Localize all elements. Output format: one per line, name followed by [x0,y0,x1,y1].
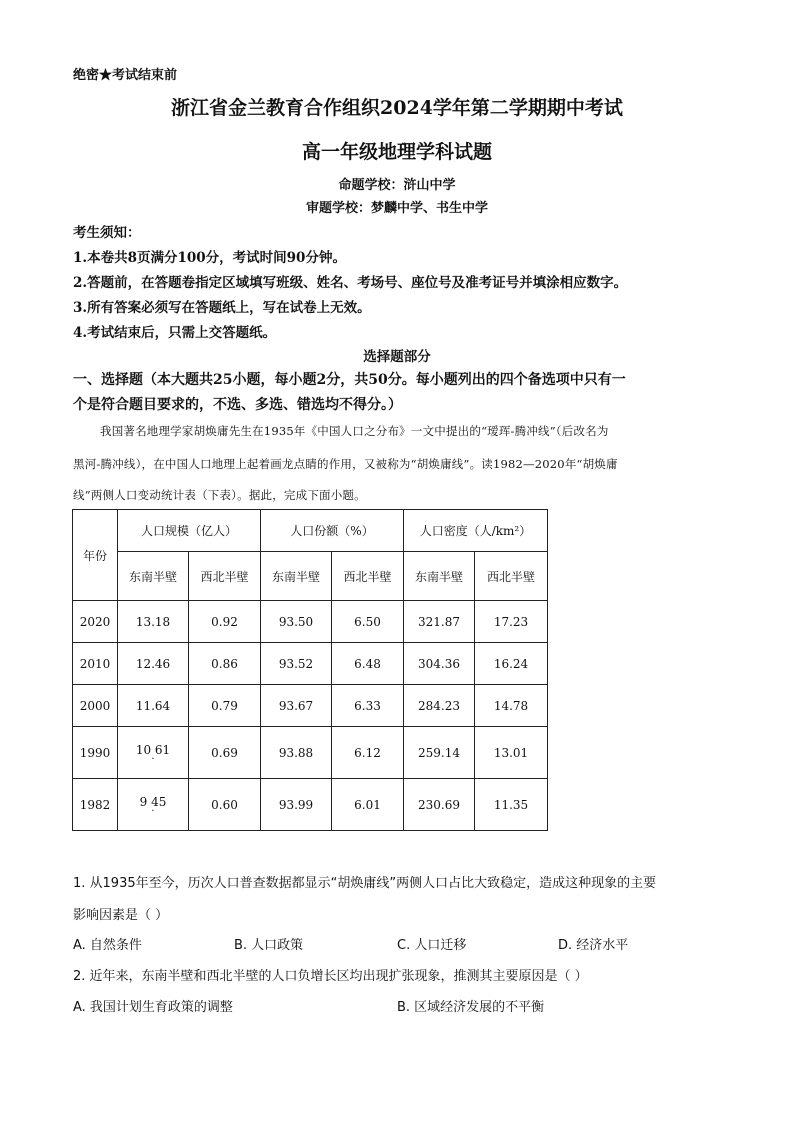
table-cell: 12.46 [118,643,189,685]
table-cell: 9 45 [139,794,167,809]
question-1-option-d[interactable]: D. 经济水平 [558,938,629,953]
table-cell: 2020 [73,601,118,643]
table-cell: 2010 [73,643,118,685]
group-header-density: 人口密度（人/km²） [404,510,548,552]
table-cell: 93.88 [261,727,332,779]
table-cell: 93.99 [261,779,332,831]
group-header-share: 人口份额（%） [261,510,404,552]
table-cell: 284.23 [404,685,475,727]
question-1-stem-line2: 影响因素是（ ） [73,908,169,923]
table-cell: 13.18 [118,601,189,643]
table-cell: 6.48 [332,643,404,685]
question-1-option-b[interactable]: B. 人口政策 [234,938,304,953]
table-cell: 11.64 [118,685,189,727]
table-cell: 6.12 [332,727,404,779]
table-cell: 6.01 [332,779,404,831]
sub-header: 西北半壁 [332,552,404,601]
note-item-4: 4.考试结束后，只需上交答题纸。 [73,325,277,341]
note-item-2: 2.答题前，在答题卷指定区域填写班级、姓名、考场号、座位号及准考证号并填涂相应数字。 [73,275,628,291]
sub-header: 西北半壁 [475,552,548,601]
table-cell: 16.24 [475,643,548,685]
sub-header: 东南半壁 [261,552,332,601]
question-2-option-a[interactable]: A. 我国计划生育政策的调整 [73,1000,233,1015]
table-cell: 93.52 [261,643,332,685]
group-header-scale: 人口规模（亿人） [118,510,261,552]
setter-school: 命题学校：浒山中学 [338,178,456,193]
confidential-mark: 绝密★考试结束前 [73,68,178,83]
decimal-dot: · [151,805,155,817]
table-cell: 6.33 [332,685,404,727]
table-cell: 1982 [73,779,118,831]
decimal-dot: · [151,753,155,765]
passage-line3: 线”两侧人口变动统计表（下表）。据此，完成下面小题。 [73,488,366,502]
table-row [73,779,548,831]
table-cell: 1990 [73,727,118,779]
table-cell: 14.78 [475,685,548,727]
reviewer-school: 审题学校：梦麟中学、书生中学 [305,201,488,216]
section-instruction-line1: 一、选择题（本大题共25小题，每小题2分，共50分。每小题列出的四个备选项中只有一 [73,372,626,388]
exam-title: 浙江省金兰教育合作组织2024学年第二学期期中考试 [171,97,623,119]
passage-line1: 我国著名地理学家胡焕庸先生在1935年《中国人口之分布》一文中提出的“瑷珲-腾冲线”（后改名为 [100,424,609,438]
table-cell: 17.23 [475,601,548,643]
table-row [73,601,548,643]
table-cell: 304.36 [404,643,475,685]
question-2-option-b[interactable]: B. 区域经济发展的不平衡 [397,1000,545,1015]
table-cell: 0.86 [189,643,261,685]
table-cell: 0.60 [189,779,261,831]
table-cell: 0.69 [189,727,261,779]
question-2-stem: 2. 近年来，东南半壁和西北半壁的人口负增长区均出现扩张现象，推测其主要原因是（ ） [73,969,588,984]
table-cell: 10 61 [135,742,171,757]
table-cell: 13.01 [475,727,548,779]
table-cell: 259.14 [404,727,475,779]
sub-header: 东南半壁 [404,552,475,601]
sub-header: 西北半壁 [189,552,261,601]
question-1-stem-line1: 1. 从1935年至今，历次人口普查数据都显示“胡焕庸线”两侧人口占比大致稳定，造成这种现象的主要 [73,876,657,891]
table-cell-split [118,779,189,831]
table-cell: 11.35 [475,779,548,831]
table-row [73,643,548,685]
section-instruction-line2: 个是符合题目要求的，不选、多选、错选均不得分。） [73,397,402,413]
table-cell: 93.67 [261,685,332,727]
table-cell: 230.69 [404,779,475,831]
section-title: 选择题部分 [363,349,431,365]
table-cell: 0.79 [189,685,261,727]
year-header: 年份 [73,510,118,601]
table-row [73,685,548,727]
table-row [73,727,548,779]
note-item-3: 3.所有答案必须写在答题纸上，写在试卷上无效。 [73,300,371,316]
table-cell: 6.50 [332,601,404,643]
note-item-1: 1.本卷共8页满分100分，考试时间90分钟。 [73,250,346,266]
table-cell: 2000 [73,685,118,727]
question-1-option-a[interactable]: A. 自然条件 [73,938,142,953]
table-cell: 93.50 [261,601,332,643]
passage-line2: 黑河-腾冲线），在中国人口地理上起着画龙点睛的作用，又被称为“胡焕庸线”。读1982—2020年“胡焕庸 [73,457,618,471]
exam-subtitle: 高一年级地理学科试题 [301,141,492,163]
table-cell-split [118,727,189,779]
table-cell: 321.87 [404,601,475,643]
question-1-option-c[interactable]: C. 人口迁移 [397,938,467,953]
notes-heading: 考生须知： [73,225,141,241]
table-cell: 0.92 [189,601,261,643]
sub-header: 东南半壁 [118,552,189,601]
population-table [72,509,548,831]
